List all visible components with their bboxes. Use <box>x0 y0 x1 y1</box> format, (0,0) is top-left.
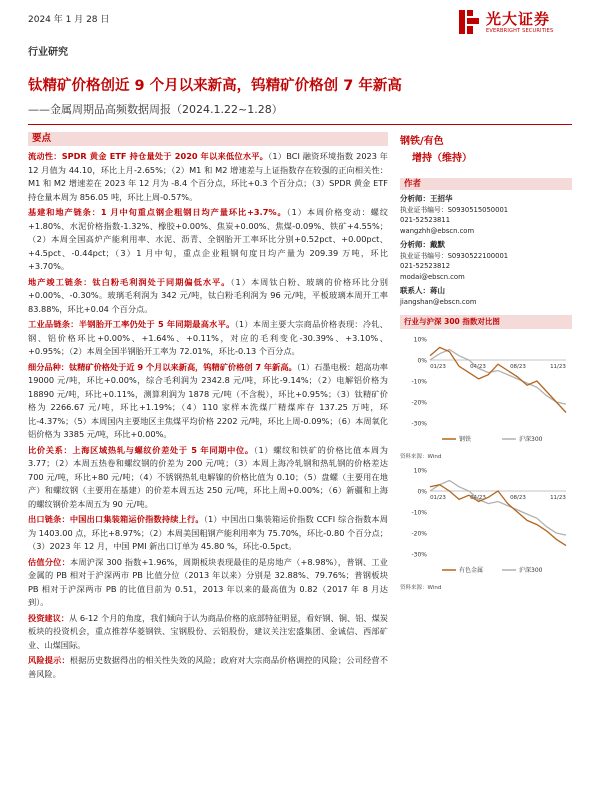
paragraph-lead: 地产竣工链条：钛白粉毛利润处于同期偏低水平。 <box>28 276 231 287</box>
author-email[interactable]: wangzhh@ebscn.com <box>400 226 475 235</box>
series-line-0 <box>430 347 566 412</box>
paragraph-risk <box>28 654 388 681</box>
y-tick-label: 10% <box>413 336 427 344</box>
author-role: 分析师： <box>400 194 430 203</box>
paragraph-lead: 出口链条：中国出口集装箱运价指数持续上行。 <box>28 514 204 524</box>
paragraph-body: （1）石墨电极：超高功率 19000 元/吨，环比+0.00%，综合毛利润为 2342.8 元/吨，环比-9.14%；（2）电解铝价格为 18890 元/吨，环比+0.11%，测算利润为 1878 元/吨（不含税），环比+0.95%；（3）钛精矿价格为 2266.67 元/吨，环比+1.19%；（4）110 家样本洗煤厂精煤库存 137.25 万吨，环比-4.37%；（5）本周国内主要地区主焦煤平均价格 2202 元/吨，环比上周-0.09%；（6）本周氧化铝价格为 3385 元/吨，环比+0.00%。 <box>28 361 388 439</box>
header-rule <box>28 124 572 125</box>
paragraph-infrastructure <box>28 206 388 274</box>
paragraph-lead: 估值分位： <box>28 556 70 567</box>
x-tick-label: 01/23 <box>430 495 446 501</box>
nonferrous-vs-hs300-chart <box>400 462 572 582</box>
paragraph-export <box>28 513 388 554</box>
paragraph-body: （1）本周钛白粉、玻璃的价格环比分别+0.00%、-0.30%。玻璃毛利润为 342 元/吨，钛白粉毛利润为 96 元/吨，平板玻璃本周开工率 83.88%，环比+0.04 个百分点。 <box>28 276 388 314</box>
authors-header: 作者 <box>400 178 572 190</box>
author-phone: 021-52523812 <box>400 262 451 270</box>
author-role: 分析师： <box>400 240 430 249</box>
x-tick-label: 11/23 <box>550 495 566 501</box>
paragraph-property-completion <box>28 276 388 317</box>
paragraph-liquidity <box>28 150 388 204</box>
series-line-1 <box>430 481 566 536</box>
x-tick-label: 04/23 <box>470 364 486 370</box>
series-line-1 <box>430 350 566 405</box>
everbright-logo-icon <box>455 8 483 36</box>
author-cert: 执业证书编号：S0930515050001 <box>400 205 509 214</box>
x-tick-label: 08/23 <box>510 495 526 501</box>
paragraph-body: （1）BCI 融资环境指数 2023 年 12 月值为 44.10，环比上月-2.65%；（2）M1 和 M2 增速差与上证指数存在较强的正向相关性：M1 和 M2 增速差在 2023 年 12 月为 -8.4 个百分点，环比+0.3 个百分点；（3）SPDR 黄金 ETF 持仓量本周为 856.05 吨，环比上周-0.57%。 <box>28 151 388 202</box>
rating-sector: 钢铁/有色 <box>400 136 444 147</box>
rating-value: 增持（维持） <box>412 153 472 164</box>
steel-vs-hs300-chart <box>400 331 572 451</box>
paragraph-body: （1）中国出口集装箱运价指数 CCFI 综合指数本周为 1403.00 点，环比+8.97%；（2）本周美国粗钢产能利用率为 75.70%，环比-0.80 个百分点；（3）2023 年 12 月，中国 PMI 新出口订单为 45.80 %，环比-0.5pct。 <box>28 514 388 551</box>
paragraph-lead: 投资建议： <box>28 612 69 623</box>
chart-source: 资料来源：Wind <box>400 585 442 591</box>
author-phone: 021-52523811 <box>400 216 451 224</box>
report-subtitle: ——金属周期品高频数据周报（2024.1.22~1.28） <box>28 103 283 116</box>
x-tick-label: 11/23 <box>550 364 566 370</box>
author-name: 王招华 <box>430 194 453 203</box>
paragraph-lead: 工业品链条：半钢胎开工率仍处于 5 年同期最高水平。 <box>28 319 235 329</box>
logo-chinese-text: 光大证券 <box>486 10 551 28</box>
paragraph-lead: 细分品种：钛精矿价格处于近 9 个月以来新高，钨精矿价格创 7 年新高。 <box>28 361 297 372</box>
paragraph-lead: 风险提示： <box>28 655 70 665</box>
paragraph-segments <box>28 361 388 442</box>
x-tick-label: 04/23 <box>470 495 486 501</box>
author-cert: 执业证书编号：S0930522100001 <box>400 251 509 260</box>
paragraph-body: 从 6-12 个月的角度，我们倾向于认为商品价格的底部特征明显，看好钢、铜、铝、煤炭板块的投资机会，重点推荐华菱钢铁、宝钢股份、云铝股份，建议关注宏盛集团、金诚信、西部矿业、山煤国际。 <box>28 612 388 650</box>
paragraph-body: 根据历史数据得出的相关性失效的风险；政府对大宗商品价格调控的风险；公司经营不善风险。 <box>28 655 388 679</box>
author-email[interactable]: modai@ebscn.com <box>400 272 465 281</box>
chart-header: 行业与沪深 300 指数对比图 <box>400 315 572 329</box>
author-block <box>400 194 572 236</box>
report-date: 2024 年 1 月 28 日 <box>28 15 110 25</box>
paragraph-lead: 基建和地产链条：1 月中旬重点钢企粗钢日均产量环比+3.7%。 <box>28 207 287 217</box>
paragraph-price-ratios <box>28 444 388 512</box>
author-block <box>400 240 572 282</box>
y-tick-label: 0% <box>417 488 427 496</box>
legend-label: 沪深300 <box>519 567 543 574</box>
y-tick-label: -20% <box>411 530 427 538</box>
legend-label: 有色金属 <box>459 567 484 574</box>
x-tick-label: 01/23 <box>430 364 446 370</box>
paragraph-body: （1）本周主要大宗商品价格表现：冷轧、钢、铝价格环比+0.00%、+1.64%、+0.11%，对应的毛利变化-30.39%、+3.10%、+0.95%；（2）本周全国半钢胎开工率为 72.01%，环比-0.13 个百分点。 <box>28 319 388 356</box>
author-name: 蒋山 <box>430 286 445 295</box>
key-points-column <box>28 132 388 683</box>
paragraph-lead: 流动性：SPDR 黄金 ETF 持仓量处于 2020 年以来低位水平。 <box>28 151 269 161</box>
y-tick-label: 0% <box>417 357 427 365</box>
author-name: 戴默 <box>430 240 445 249</box>
author-role: 联系人： <box>400 286 430 295</box>
paragraph-industrial <box>28 318 388 359</box>
paragraph-lead: 比价关系：上海区域热轧与螺纹价差处于 5 年同期中位。 <box>28 444 254 455</box>
y-tick-label: -10% <box>411 378 427 386</box>
paragraph-body: 本周沪深 300 指数+1.96%，周期板块表现最佳的是房地产（+8.98%），普钢、工业金属的 PB 相对于沪深两市 PB 比值分位（2013 年以来）分别是 32.88%、79.76%；普钢板块 PB 相对于沪深两市 PB 的比值目前为 0.51，2013 年以来的最高值为 0.82（2017 年 8 月达到）。 <box>28 556 388 607</box>
everbright-logo <box>455 6 575 38</box>
author-email[interactable]: jiangshan@ebscn.com <box>400 297 477 306</box>
x-tick-label: 08/23 <box>510 364 526 370</box>
paragraph-valuation <box>28 556 388 610</box>
y-tick-label: -20% <box>411 399 427 407</box>
paragraph-investment-advice <box>28 612 388 653</box>
key-points-header: 要点 <box>28 132 388 146</box>
legend-label: 钢铁 <box>459 436 472 443</box>
series-line-0 <box>430 485 566 546</box>
legend-label: 沪深300 <box>519 436 543 443</box>
section-label: 行业研究 <box>28 47 68 58</box>
paragraph-body: （1）螺纹和铁矿的价格比值本周为 3.77；（2）本周五热卷和螺纹钢的价差为 200 元/吨；（3）本周上海冷轧钢和热轧钢的价格差达 700 元/吨，环比+80 元/吨；（4）不锈钢热轧电解镍的价格比值为 0.10；（5）盘螺（主要用在地产）和螺纹钢（主要用在基建）的价差本周五达 250 元/吨，环比上周+0.00%；（6）新疆和上海的螺纹钢价差本周五为 90 元/吨。 <box>28 444 388 509</box>
y-tick-label: -30% <box>411 551 427 559</box>
chart-source: 资料来源：Wind <box>400 454 442 460</box>
sidebar <box>400 132 572 591</box>
logo-english-text: EVERBRIGHT SECURITIES <box>486 28 554 34</box>
report-title: 钛精矿价格创近 9 个月以来新高，钨精矿价格创 7 年新高 <box>28 78 402 94</box>
paragraph-body: （1）本周价格变动：螺纹+1.80%、水泥价格指数-1.32%、橡胶+0.00%、焦炭+0.00%、焦煤-0.09%、铁矿+4.55%；（2）本周全国高炉产能利用率、水泥、沥青、全钢胎开工率环比分别+0.52pct、+0.00pct、+4.5pct、-0.44pct；（3）1 月中旬，重点企业粗钢旬度日均产量为 209.39 万吨，环比+3.70%。 <box>28 207 388 271</box>
author-block <box>400 286 572 307</box>
y-tick-label: -30% <box>411 420 427 428</box>
y-tick-label: -10% <box>411 509 427 517</box>
y-tick-label: 10% <box>413 467 427 475</box>
